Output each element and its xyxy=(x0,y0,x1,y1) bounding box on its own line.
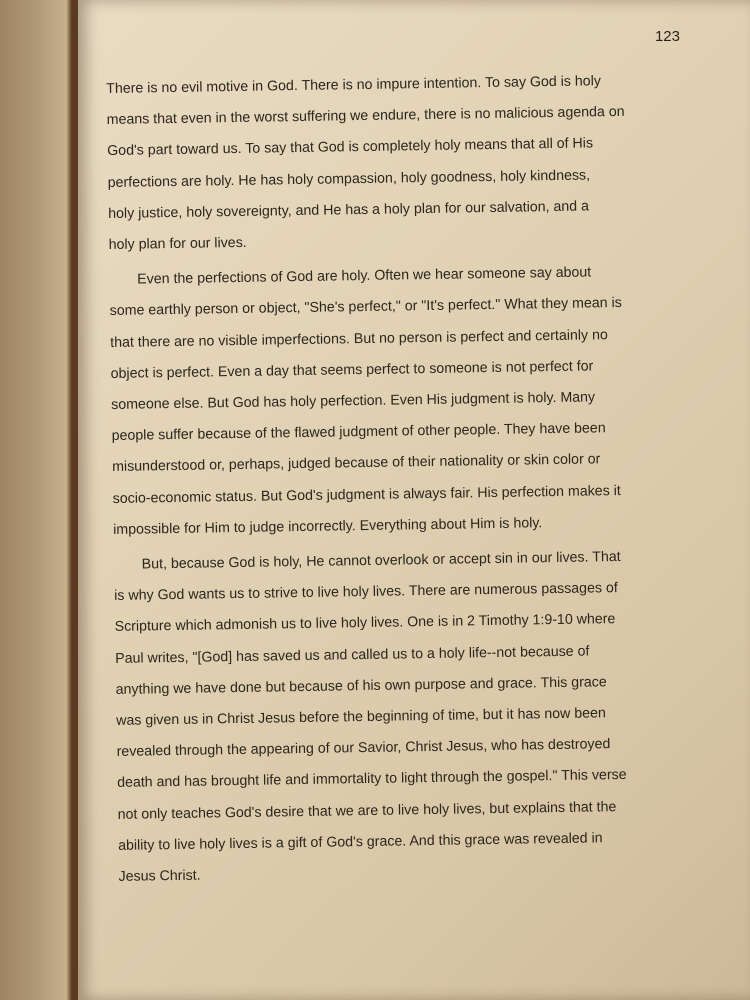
text-line: But, because God is holy, He cannot overlook or accept sin in our lives. That xyxy=(141,549,621,573)
text-line: someone else. But God has holy perfection. Even His judgment is holy. Many xyxy=(111,389,596,413)
text-line: holy justice, holy sovereignty, and He has a holy plan for our salvation, and a xyxy=(108,198,590,222)
paragraph xyxy=(113,541,698,893)
book-spine xyxy=(0,0,78,1000)
text-line: means that even in the worst suffering we endure, there is no malicious agenda on xyxy=(106,104,625,129)
text-line: perfections are holy. He has holy compassion, holy goodness, holy kindness, xyxy=(107,167,591,191)
page-number: 123 xyxy=(654,28,680,45)
text-line: revealed through the appearing of our Savior, Christ Jesus, who has destroyed xyxy=(116,736,611,761)
paragraph xyxy=(109,256,693,546)
text-line: Scripture which admonish us to live holy lives. One is in 2 Timothy 1:9-10 where xyxy=(114,611,616,636)
paragraph xyxy=(106,65,689,261)
text-line: holy plan for our lives. xyxy=(108,234,247,253)
text-line: object is perfect. Even a day that seems perfect to someone is not perfect for xyxy=(110,358,594,382)
text-line: Paul writes, "[God] has saved us and called us to a holy life--not because of xyxy=(115,643,590,667)
body-text xyxy=(106,65,699,893)
text-line: anything we have done but because of his own purpose and grace. This grace xyxy=(115,674,607,698)
text-line: impossible for Him to judge incorrectly. Everything about Him is holy. xyxy=(113,515,543,538)
text-line: death and has brought life and immortality to light through the gospel." This verse xyxy=(117,767,627,792)
text-line: ability to live holy lives is a gift of God's grace. And this grace was revealed in xyxy=(117,830,603,854)
text-line: God's part toward us. To say that God is completely holy means that all of His xyxy=(107,135,594,160)
text-line: was given us in Christ Jesus before the beginning of time, but it has now been xyxy=(116,705,606,729)
text-line: some earthly person or object, "She's perfect," or "It's perfect." What they mean is xyxy=(109,295,622,320)
text-line: socio-economic status. But God's judgment is always fair. His perfection makes it xyxy=(112,482,621,507)
text-line: misunderstood or, perhaps, judged because of their nationality or skin color or xyxy=(112,451,601,476)
text-line: Even the perfections of God are holy. Often we hear someone say about xyxy=(137,264,592,288)
text-line: Jesus Christ. xyxy=(118,867,201,885)
book-page xyxy=(78,0,750,1000)
text-line: There is no evil motive in God. There is no impure intention. To say God is holy xyxy=(106,73,602,97)
text-line: is why God wants us to strive to live holy lives. There are numerous passages of xyxy=(114,580,618,605)
text-line: not only teaches God's desire that we are to live holy lives, but explains that the xyxy=(117,798,617,823)
text-line: that there are no visible imperfections. But no person is perfect and certainly no xyxy=(110,326,608,351)
text-line: people suffer because of the flawed judgment of other people. They have been xyxy=(111,420,606,445)
